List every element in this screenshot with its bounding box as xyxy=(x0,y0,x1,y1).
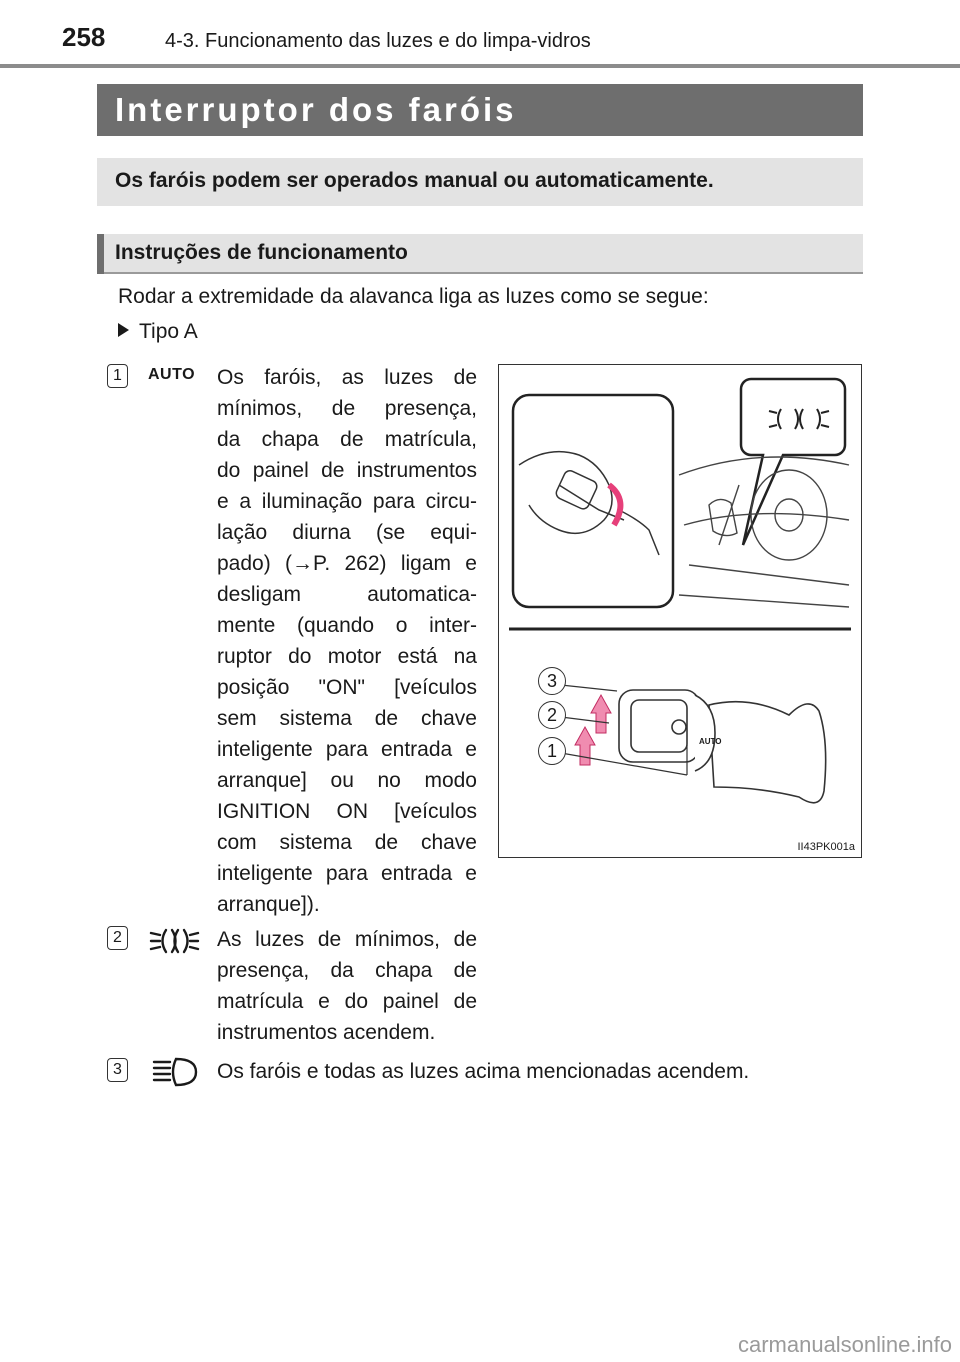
text-line: inteligente para entrada e xyxy=(217,862,477,885)
headlight-switch-figure xyxy=(498,364,862,858)
intro-text: Os faróis podem ser operados manual ou automaticamente. xyxy=(115,169,714,192)
item-2-text xyxy=(217,924,477,1048)
text-line: inteligente para entrada e xyxy=(217,738,477,761)
text-line: do painel de instrumentos xyxy=(217,459,477,482)
text-line: instrumentos acendem. xyxy=(217,1021,436,1044)
item-number-3: 3 xyxy=(107,1058,128,1082)
text-line: As luzes de mínimos, de xyxy=(217,928,477,951)
text-line: desligam automatica- xyxy=(217,583,477,606)
callout-3: 3 xyxy=(538,667,566,695)
text-line: e a iluminação para circu- xyxy=(217,490,477,513)
type-label-text: Tipo A xyxy=(139,320,198,343)
section-title-bar xyxy=(97,84,863,136)
callout-1: 1 xyxy=(538,737,566,765)
text-line: IGNITION ON [veículos xyxy=(217,800,477,823)
text-line: Os faróis e todas as luzes acima mencionadas acendem. xyxy=(217,1060,750,1083)
intro-box xyxy=(97,158,863,206)
text-line: presença, da chapa de xyxy=(217,959,477,982)
text-line: com sistema de chave xyxy=(217,831,477,854)
text-line: pado) (→P. 262) ligam e xyxy=(217,552,477,575)
lead-text: Rodar a extremidade da alavanca liga as luzes como se segue: xyxy=(118,285,709,308)
page-number: 258 xyxy=(62,22,106,52)
text-line: arranque]). xyxy=(217,893,320,916)
type-label xyxy=(118,320,198,344)
subsection-title: Instruções de funcionamento xyxy=(115,241,408,264)
page-header xyxy=(0,0,960,70)
watermark: carmanualsonline.info xyxy=(737,1332,952,1357)
text-line: posição "ON" [veículos xyxy=(217,676,477,699)
item-number-1: 1 xyxy=(107,364,128,388)
text-line: Os faróis, as luzes de xyxy=(217,366,477,389)
page-title: Interruptor dos faróis xyxy=(115,91,517,128)
text-line: matrícula e do painel de xyxy=(217,990,477,1013)
text-line: da chapa de matrícula, xyxy=(217,428,477,451)
text-line: sem sistema de chave xyxy=(217,707,477,730)
figure-code: II43PK001a xyxy=(797,841,855,853)
item-3-text xyxy=(217,1056,857,1087)
item-1-text xyxy=(217,362,477,920)
parking-lights-icon xyxy=(148,926,200,956)
auto-icon: AUTO xyxy=(148,366,196,383)
chapter-title: 4-3. Funcionamento das luzes e do limpa-vidros xyxy=(165,30,591,52)
switch-auto-label: AUTO xyxy=(699,737,722,746)
text-line: arranque] ou no modo xyxy=(217,769,477,792)
text-line: mínimos, de presença, xyxy=(217,397,477,420)
subsection-bar xyxy=(97,234,863,274)
headlight-icon xyxy=(150,1056,200,1088)
text-line: ruptor do motor está na xyxy=(217,645,477,668)
callout-2: 2 xyxy=(538,701,566,729)
header-divider xyxy=(0,64,960,68)
figure-illustration xyxy=(499,365,861,857)
text-line: lação diurna (se equi- xyxy=(217,521,477,544)
text-line: mente (quando o inter- xyxy=(217,614,477,637)
triangle-bullet-icon xyxy=(118,323,129,337)
item-number-2: 2 xyxy=(107,926,128,950)
